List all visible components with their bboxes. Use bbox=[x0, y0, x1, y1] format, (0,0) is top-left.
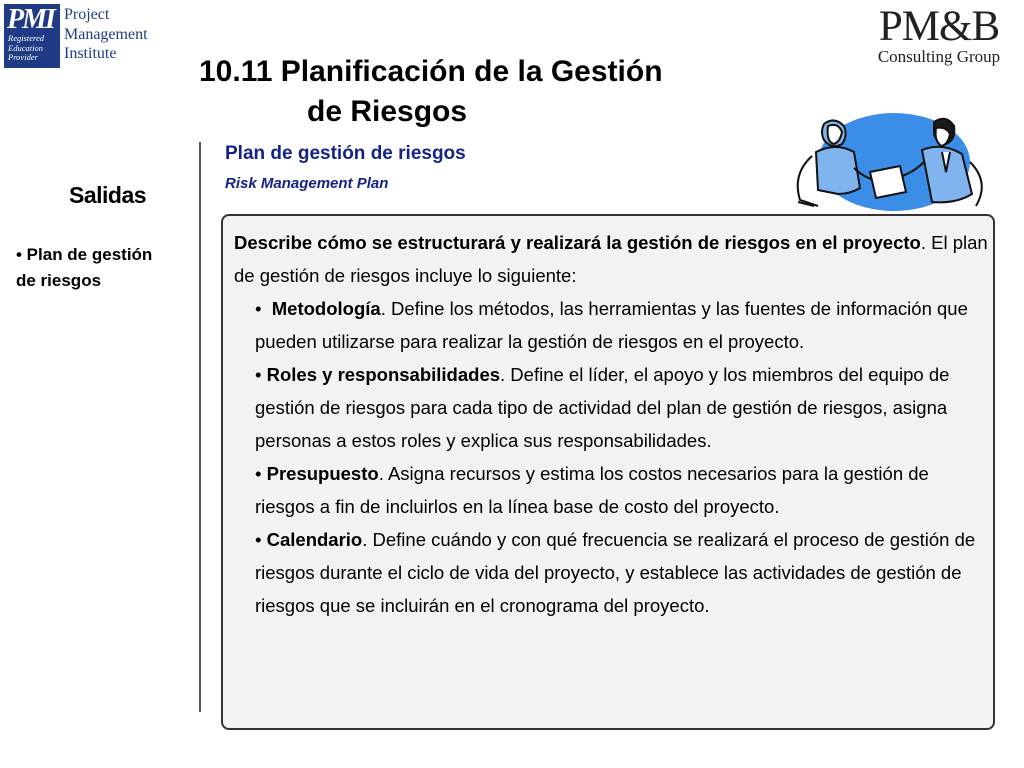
bullet-text: . Asigna recursos y estima los costos necesarios para la gestión de riesgos a fin de incluirlos en la línea base de costo del proyecto. bbox=[255, 463, 929, 517]
bullet-item bbox=[234, 457, 989, 523]
section-title: Plan de gestión de riesgos bbox=[225, 143, 466, 164]
pmi-registered-line: Provider bbox=[8, 52, 38, 62]
column-divider bbox=[199, 142, 201, 712]
section-title-english: Risk Management Plan bbox=[225, 175, 389, 192]
intro-bold: Describe cómo se estructurará y realizará la gestión de riesgos en el proyecto bbox=[234, 232, 921, 253]
intro-paragraph bbox=[234, 226, 989, 292]
bullet-text: . Define los métodos, las herramientas y las fuentes de información que pueden utilizarse para realizar la gestión de riesgos en el proyecto. bbox=[255, 298, 968, 352]
pmi-registered-line: Education bbox=[8, 42, 43, 53]
intro-rest: . El plan de gestión de riesgos incluye lo siguiente: bbox=[234, 232, 988, 286]
pmi-registered-text bbox=[8, 34, 44, 63]
pmi-name-line: Management bbox=[64, 25, 148, 43]
pmb-logo-tagline: Consulting Group bbox=[877, 47, 1001, 66]
bullet-term: Roles y responsabilidades bbox=[266, 364, 501, 385]
page-title-line2: de Riesgos bbox=[307, 95, 468, 128]
pmi-mark-text: PMI bbox=[7, 4, 54, 35]
outputs-item-line2: de riesgos bbox=[16, 271, 102, 290]
pmb-logo bbox=[864, 3, 1014, 66]
bullet-item bbox=[234, 523, 989, 622]
bullet-prefix: • bbox=[255, 364, 267, 385]
outputs-list-item bbox=[16, 242, 196, 294]
pmi-name-line: Institute bbox=[64, 45, 117, 62]
pmi-mark-icon bbox=[4, 4, 60, 68]
bullet-term: Presupuesto bbox=[266, 463, 379, 484]
bullet-text: . Define el líder, el apoyo y los miembros del equipo de gestión de riesgos para cada tipo de actividad del plan de gestión de riesgos, asigna personas a estos roles y explica sus responsabilidades. bbox=[255, 364, 950, 451]
handshake-illustration-icon bbox=[772, 112, 1002, 218]
document-icon bbox=[870, 166, 906, 198]
content-box bbox=[221, 214, 995, 730]
bullet-prefix: • bbox=[255, 529, 267, 550]
bullet-prefix: • bbox=[255, 463, 267, 484]
bullet-text: . Define cuándo y con qué frecuencia se realizará el proceso de gestión de riesgos durante el ciclo de vida del proyecto, y establece las actividades de gestión de riesgos que se incluirán en el cronograma del proyecto. bbox=[255, 529, 976, 616]
bullet-prefix: • bbox=[255, 298, 272, 319]
pmb-logo-name: PM&B bbox=[878, 3, 1000, 50]
bullet-item bbox=[234, 358, 989, 457]
pmi-name bbox=[64, 5, 148, 64]
content-text bbox=[234, 226, 989, 622]
pmi-logo bbox=[4, 4, 150, 70]
pmi-name-line: Project bbox=[64, 6, 110, 23]
bullet-item bbox=[234, 292, 989, 358]
outputs-heading: Salidas bbox=[69, 182, 147, 208]
page-title-line1: 10.11 Planificación de la Gestión bbox=[199, 55, 663, 88]
pmi-registered-line: Registered bbox=[8, 33, 45, 43]
page-title bbox=[196, 52, 816, 132]
bullet-term: Metodología bbox=[271, 298, 381, 319]
bullet-term: Calendario bbox=[266, 529, 363, 550]
outputs-item-line1: • Plan de gestión bbox=[16, 245, 153, 264]
